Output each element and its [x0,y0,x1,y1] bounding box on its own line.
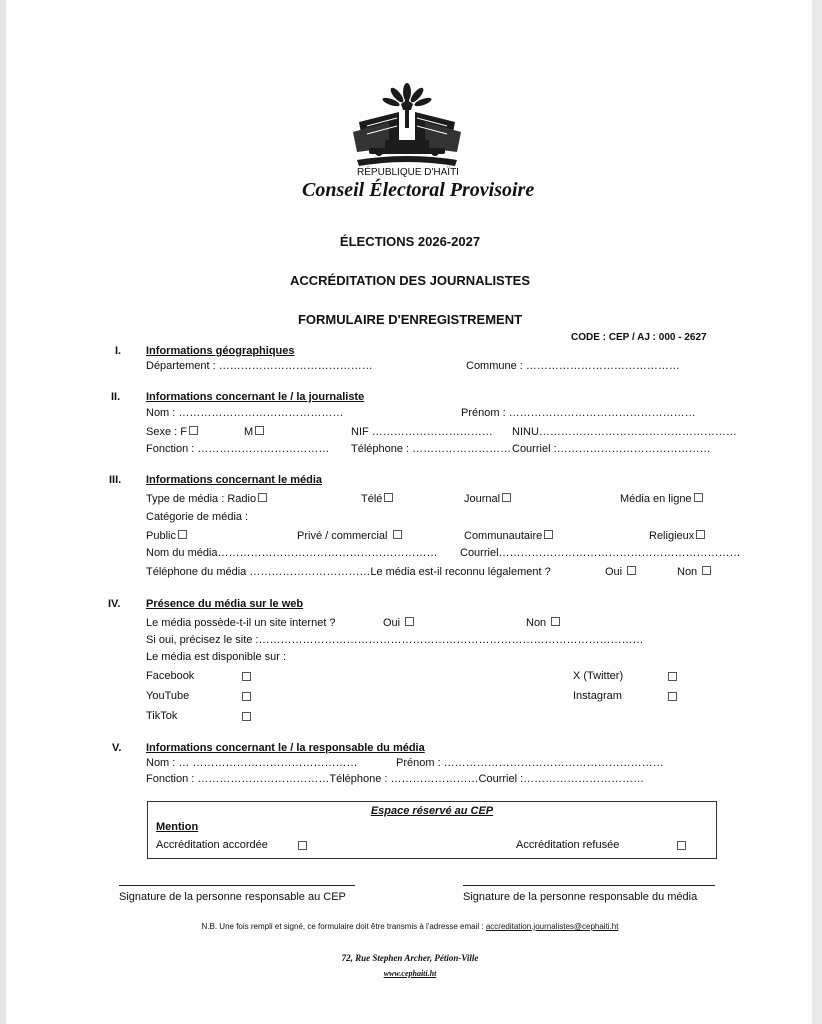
section-2-title: Informations concernant le / la journaliste [146,391,365,403]
tiktok-label: TikTok [146,710,178,722]
accordee-checkbox[interactable] [298,841,307,850]
section-5-title: Informations concernant le / la responsable du média [146,742,425,754]
site-question: Le média possède-t-il un site internet ? [146,617,336,629]
twitter-checkbox[interactable] [668,672,677,681]
type-radio-option[interactable] [146,493,267,505]
media-courriel-field[interactable]: Courriel………………………………………………………… [460,547,741,559]
form-title: FORMULAIRE D'ENREGISTREMENT [297,312,523,327]
departement-field[interactable]: Département : …………………………………… [146,360,373,372]
sexe-m-option[interactable] [244,426,264,438]
republic-label: RÉPUBLIQUE D'HAÏTI [357,167,459,178]
section-3-number: III. [109,474,122,486]
nom-media-field[interactable]: Nom du média…………………………………………………… [146,547,438,559]
footer-nb-text: N.B. Une fois rempli et signé, ce formulaire doit être transmis à l'adresse email : [201,922,484,931]
en-ligne-label: Média en ligne [620,493,692,505]
site-oui-option[interactable] [383,617,414,629]
section-4-title: Présence du média sur le web [146,598,304,610]
section-1-number: I. [115,345,122,357]
youtube-checkbox[interactable] [242,692,251,701]
nif-field[interactable]: NIF …………………………… [351,426,493,438]
accordee-label: Accréditation accordée [156,839,268,851]
youtube-label: YouTube [146,690,190,702]
facebook-label: Facebook [146,670,195,682]
legal-oui-option[interactable] [605,566,636,578]
sexe-m-checkbox[interactable] [255,426,264,435]
section-5-number: V. [112,742,122,754]
signature-line-media [463,885,715,886]
elections-title: ÉLECTIONS 2026-2027 [339,234,481,249]
instagram-checkbox[interactable] [668,692,677,701]
public-option[interactable] [146,530,187,542]
section-3-title: Informations concernant le média [146,474,323,486]
legal-oui-checkbox[interactable] [627,566,636,575]
cep-box-title: Espace réservé au CEP [370,805,494,817]
sexe-f-checkbox[interactable] [189,426,198,435]
legal-non-checkbox[interactable] [702,566,711,575]
religieux-label: Religieux [649,530,695,542]
instagram-label: Instagram [573,690,622,702]
section-4-number: IV. [108,598,121,610]
categorie-label: Catégorie de média : [146,511,249,523]
sexe-f-option[interactable] [146,426,198,438]
tele-checkbox[interactable] [384,493,393,502]
type-media-label: Type de média : Radio [146,493,257,505]
signature-line-cep [119,885,355,886]
fonction-field[interactable]: Fonction : ……………………………… [146,443,330,455]
legal-non-option[interactable] [677,566,711,578]
footer-note [100,922,720,931]
radio-checkbox[interactable] [258,493,267,502]
type-tele-option[interactable] [361,493,393,505]
tiktok-checkbox[interactable] [242,712,251,721]
tele-label: Télé [361,493,383,505]
telephone-field[interactable]: Téléphone : ……………………… [351,443,512,455]
site-oui-label: Oui [383,617,401,629]
mention-label: Mention [156,821,199,833]
communautaire-option[interactable] [464,530,553,542]
prive-option[interactable] [297,530,402,542]
form-code: CODE : CEP / AJ : 000 - 2627 [571,332,707,343]
refusee-label: Accréditation refusée [516,839,620,851]
sexe-m-label: M [244,426,254,438]
type-en-ligne-option[interactable] [620,493,703,505]
coat-of-arms-icon [349,82,465,168]
legal-oui-label: Oui [605,566,623,578]
prive-checkbox[interactable] [393,530,402,539]
tel-media-field[interactable]: Téléphone du média ……………………………Le média est-il reconnu légalement ? [146,566,551,578]
journal-label: Journal [464,493,501,505]
twitter-label: X (Twitter) [573,670,624,682]
nom-field[interactable]: Nom : ……………………………………… [146,407,344,419]
communautaire-label: Communautaire [464,530,543,542]
footer-address: 72, Rue Stephen Archer, Pétion-Ville [341,953,479,963]
site-non-checkbox[interactable] [551,617,560,626]
site-oui-checkbox[interactable] [405,617,414,626]
sexe-f-label: Sexe : F [146,426,187,438]
disponible-label: Le média est disponible sur : [146,651,287,663]
prenom-field[interactable]: Prénom : …………………………………………… [461,407,696,419]
signature-media-label: Signature de la personne responsable du média [463,891,698,903]
religieux-option[interactable] [649,530,705,542]
legal-non-label: Non [677,566,698,578]
site-non-option[interactable] [526,617,560,629]
prive-label: Privé / commercial [297,530,388,542]
section-1-title: Informations géographiques [146,345,295,357]
religieux-checkbox[interactable] [696,530,705,539]
council-name: Conseil Électoral Provisoire [302,179,535,201]
public-checkbox[interactable] [178,530,187,539]
site-url-field[interactable]: Si oui, précisez le site :…………………………………………………………………………………………… [146,634,644,646]
en-ligne-checkbox[interactable] [694,493,703,502]
journal-checkbox[interactable] [502,493,511,502]
courriel-field[interactable]: Courriel :…………………………………… [512,443,711,455]
accreditation-title: ACCRÉDITATION DES JOURNALISTES [289,273,531,288]
refusee-checkbox[interactable] [677,841,686,850]
signature-cep-label: Signature de la personne responsable au CEP [119,891,346,903]
resp-nom-field[interactable]: Nom : … ……………………………………… [146,757,358,769]
resp-prenom-field[interactable]: Prénom : …………………………………………………… [396,757,664,769]
footer-email-link[interactable]: accreditation.journalistes@cephaiti.ht [485,922,619,931]
footer-website: www.cephaiti.ht [383,969,437,978]
facebook-checkbox[interactable] [242,672,251,681]
section-2-number: II. [111,391,121,403]
type-journal-option[interactable] [464,493,511,505]
site-non-label: Non [526,617,547,629]
resp-fonction-field[interactable]: Fonction : ………………………………Téléphone : ……………………Courriel :…………………………… [146,773,645,785]
ninu-field[interactable]: NINU……………………………………………… [512,426,737,438]
communautaire-checkbox[interactable] [544,530,553,539]
public-label: Public [146,530,176,542]
commune-field[interactable]: Commune : …………………………………… [466,360,680,372]
